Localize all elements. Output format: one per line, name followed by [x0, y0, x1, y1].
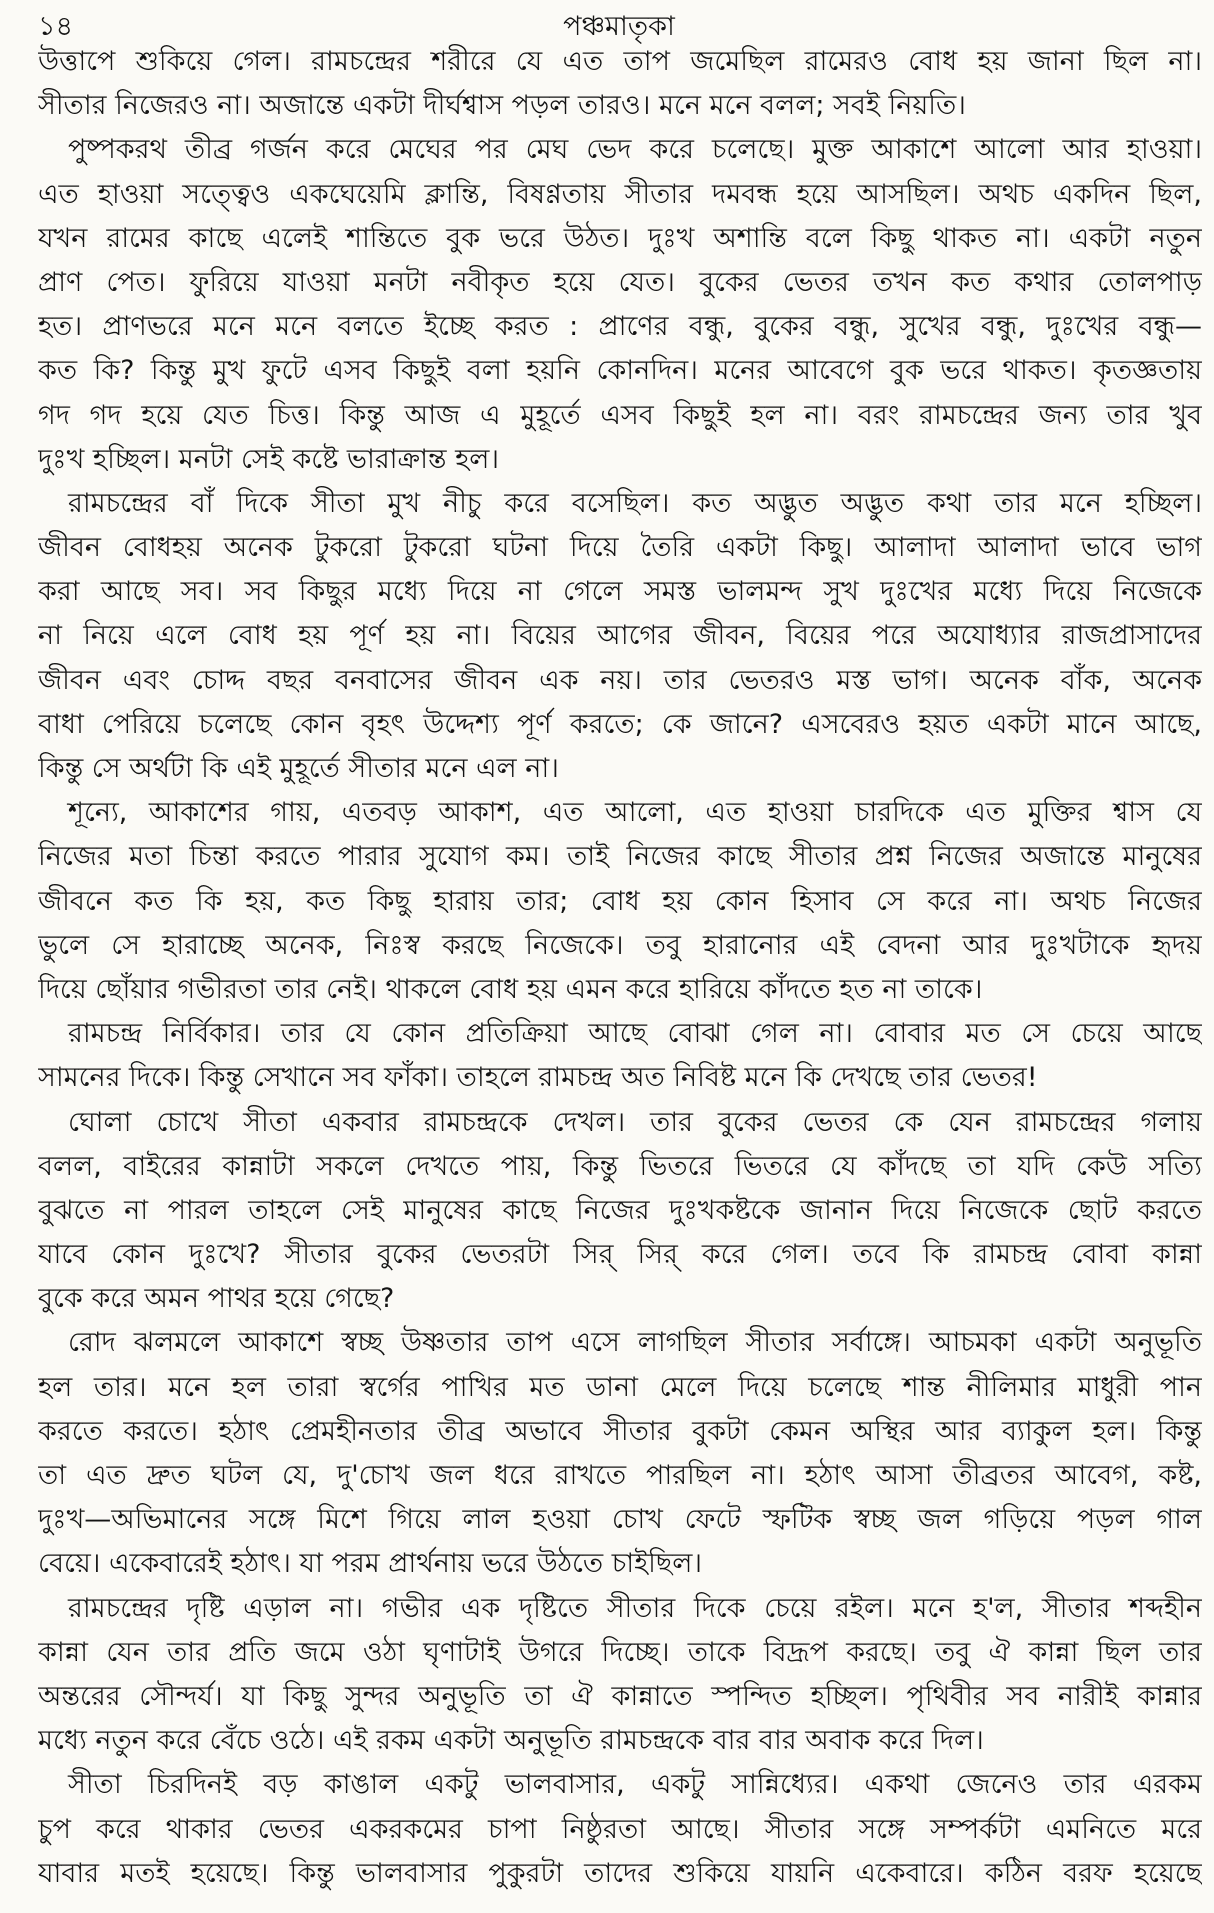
paragraph: [38, 1012, 1202, 1100]
text-line: কিন্তু সে অর্থটা কি এই মুহূর্তে সীতার মনে এল না।: [38, 753, 559, 784]
text-line: জীবন বোধহয় অনেক টুকরো টুকরো ঘটনা দিয়ে তৈরি একটা কিছু। আলাদা আলাদা ভাবে ভাগ: [38, 532, 1202, 564]
paragraph: [38, 791, 1202, 1012]
text-line: করা আছে সব। সব কিছুর মধ্যে দিয়ে না গেলে সমস্ত ভালমন্দ সুখ দুঃখের মধ্যে দিয়ে নিজেকে: [38, 576, 1202, 608]
text-line: হত। প্রাণভরে মনে মনে বলতে ইচ্ছে করত : প্রাণের বন্ধু, বুকের বন্ধু, সুখের বন্ধু, দুঃখের বন্ধু—: [38, 311, 1202, 343]
text-line: যাবার মতই হয়েছে। কিন্তু ভালবাসার পুকুরটা তাদের শুকিয়ে যায়নি একেবারে। কঠিন বরফ হয়েছে: [38, 1857, 1202, 1889]
paragraph: [38, 1101, 1202, 1322]
text-line: প্রাণ পেত। ফুরিয়ে যাওয়া মনটা নবীকৃত হয়ে যেত। বুকের ভেতর তখন কত কথার তোলপাড়: [38, 266, 1202, 298]
text-line: ভুলে সে হারাচ্ছে অনেক, নিঃস্ব করছে নিজেকে। তবু হারানোর এই বেদনা আর দুঃখটাকে হৃদয়: [38, 929, 1202, 961]
text-line: সামনের দিকে। কিন্তু সেখানে সব ফাঁকা। তাহলে রামচন্দ্র অত নিবিষ্ট মনে কি দেখছে তার ভেতর!: [38, 1062, 1038, 1094]
text-line: বাধা পেরিয়ে চলেছে কোন বৃহৎ উদ্দেশ্য পূর্ণ করতে; কে জানে? এসবেরও হয়ত একটা মানে আছে,: [38, 708, 1202, 740]
text-line: না নিয়ে এলে বোধ হয় পূর্ণ হয় না। বিয়ের আগের জীবন, বিয়ের পরে অযোধ্যার রাজপ্রাসাদের: [38, 620, 1202, 652]
text-line: কত কি? কিন্তু মুখ ফুটে এসব কিছুই বলা হয়নি কোনদিন। মনের আবেগে বুক ভরে থাকত। কৃতজ্ঞতায়: [38, 355, 1202, 387]
running-title: পঞ্চমাতৃকা: [563, 11, 675, 42]
text-line: রামচন্দ্রের দৃষ্টি এড়াল না। গভীর এক দৃষ্টিতে সীতার দিকে চেয়ে রইল। মনে হ'ল, সীতার শব্দহীন: [68, 1592, 1202, 1624]
text-line: দুঃখ হচ্ছিল। মনটা সেই কষ্টে ভারাক্রান্ত হল।: [38, 443, 500, 475]
page-header: [38, 6, 1200, 40]
text-line: বলল, বাইরের কান্নাটা সকলে দেখতে পায়, কিন্তু ভিতরে ভিতরে যে কাঁদছে তা যদি কেউ সত্যি: [38, 1150, 1202, 1182]
text-line: রামচন্দ্র নির্বিকার। তার যে কোন প্রতিক্রিয়া আছে বোঝা গেল না। বোবার মত সে চেয়ে আছে: [68, 1018, 1202, 1050]
text-line: জীবনে কত কি হয়, কত কিছু হারায় তার; বোধ হয় কোন হিসাব সে করে না। অথচ নিজের: [38, 885, 1202, 917]
text-line: রোদ ঝলমলে আকাশে স্বচ্ছ উষ্ণতার তাপ এসে লাগছিল সীতার সর্বাঙ্গে। আচমকা একটা অনুভূতি: [68, 1327, 1202, 1359]
text-line: বেয়ে। একেবারেই হঠাৎ। যা পরম প্রার্থনায় ভরে উঠতে চাইছিল।: [38, 1548, 703, 1580]
paragraph: [38, 482, 1202, 791]
paragraph: [38, 1321, 1202, 1586]
text-line: সীতার নিজেরও না। অজান্তে একটা দীর্ঘশ্বাস পড়ল তারও। মনে মনে বলল; সবই নিয়তি।: [38, 90, 966, 122]
text-line: গদ গদ হয়ে যেত চিত্ত। কিন্তু আজ এ মুহূর্তে এসব কিছুই হল না। বরং রামচন্দ্রের জন্য তার খুব: [38, 399, 1202, 431]
text-line: যাবে কোন দুঃখে? সীতার বুকের ভেতরটা সির্ সির্ করে গেল। তবে কি রামচন্দ্র বোবা কান্না: [38, 1239, 1202, 1271]
text-line: পুষ্পকরথ তীব্র গর্জন করে মেঘের পর মেঘ ভেদ করে চলেছে। মুক্ত আকাশে আলো আর হাওয়া।: [68, 134, 1202, 166]
paragraph: [38, 128, 1202, 482]
paragraph: [38, 1587, 1202, 1764]
text-line: সীতা চিরদিনই বড় কাঙাল একটু ভালবাসার, একটু সান্নিধ্যের। একথা জেনেও তার এরকম: [68, 1769, 1202, 1801]
text-line: করতে করতে। হঠাৎ প্রেমহীনতার তীব্র অভাবে সীতার বুকটা কেমন অস্থির আর ব্যাকুল হল। কিন্তু: [38, 1415, 1202, 1447]
text-line: কান্না যেন তার প্রতি জমে ওঠা ঘৃণাটাই উগরে দিচ্ছে। তাকে বিদ্রূপ করছে। তবু ঐ কান্না ছিল তার: [38, 1636, 1202, 1668]
text-line: বুকে করে অমন পাথর হয়ে গেছে?: [38, 1283, 395, 1315]
text-line: দিয়ে ছোঁয়ার গভীরতা তার নেই। থাকলে বোধ হয় এমন করে হারিয়ে কাঁদতে হত না তাকে।: [38, 973, 983, 1005]
text-line: বুঝতে না পারল তাহলে সেই মানুষের কাছে নিজের দুঃখকষ্টকে জানান দিয়ে নিজেকে ছোট করতে: [38, 1194, 1202, 1226]
text-line: অন্তরের সৌন্দর্য। যা কিছু সুন্দর অনুভূতি তা ঐ কান্নাতে স্পন্দিত হচ্ছিল। পৃথিবীর সব নারীই কান্নার: [38, 1680, 1202, 1712]
text-line: জীবন এবং চোদ্দ বছর বনবাসের জীবন এক নয়। তার ভেতরও মস্ত ভাগ। অনেক বাঁক, অনেক: [38, 664, 1202, 696]
text-line: রামচন্দ্রের বাঁ দিকে সীতা মুখ নীচু করে বসেছিল। কত অদ্ভুত অদ্ভুত কথা তার মনে হচ্ছিল।: [68, 487, 1202, 519]
text-line: নিজের মতা চিন্তা করতে পারার সুযোগ কম। তাই নিজের কাছে সীতার প্রশ্ন নিজের অজান্তে মানুষের: [38, 841, 1202, 873]
paragraph: [38, 1763, 1202, 1896]
text-line: ঘোলা চোখে সীতা একবার রামচন্দ্রকে দেখল। তার বুকের ভেতর কে যেন রামচন্দ্রের গলায়: [68, 1106, 1202, 1138]
text-line: হল তার। মনে হল তারা স্বর্গের পাখির মত ডানা মেলে দিয়ে চলেছে শান্ত নীলিমার মাধুরী পান: [38, 1371, 1202, 1403]
page-number: ১৪: [38, 11, 74, 42]
text-line: উত্তাপে শুকিয়ে গেল। রামচন্দ্রের শরীরে যে এত তাপ জমেছিল রামেরও বোধ হয় জানা ছিল না।: [38, 46, 1202, 77]
text-line: শূন্যে, আকাশের গায়, এতবড় আকাশ, এত আলো, এত হাওয়া চারদিকে এত মুক্তির শ্বাস যে: [68, 797, 1202, 829]
text-line: চুপ করে থাকার ভেতর একরকমের চাপা নিষ্ঠুরতা আছে। সীতার সঙ্গে সম্পর্কটা এমনিতে মরে: [38, 1813, 1202, 1845]
paragraph: [38, 40, 1202, 128]
text-line: দুঃখ—অভিমানের সঙ্গে মিশে গিয়ে লাল হওয়া চোখ ফেটে স্ফটিক স্বচ্ছ জল গড়িয়ে পড়ল গাল: [38, 1504, 1202, 1536]
text-line: যখন রামের কাছে এলেই শান্তিতে বুক ভরে উঠত। দুঃখ অশান্তি বলে কিছু থাকত না। একটা নতুন: [38, 222, 1202, 254]
text-line: তা এত দ্রুত ঘটল যে, দু'চোখ জল ধরে রাখতে পারছিল না। হঠাৎ আসা তীব্রতর আবেগ, কষ্ট,: [38, 1460, 1202, 1491]
body-text: [38, 40, 1202, 1896]
text-line: এত হাওয়া সত্ত্বেও একঘেয়েমি ক্লান্তি, বিষণ্ণতায় সীতার দমবন্ধ হয়ে আসছিল। অথচ একদিন ছিল,: [38, 178, 1202, 210]
text-line: মধ্যে নতুন করে বেঁচে ওঠে। এই রকম একটা অনুভূতি রামচন্দ্রকে বার বার অবাক করে দিল।: [38, 1725, 984, 1757]
